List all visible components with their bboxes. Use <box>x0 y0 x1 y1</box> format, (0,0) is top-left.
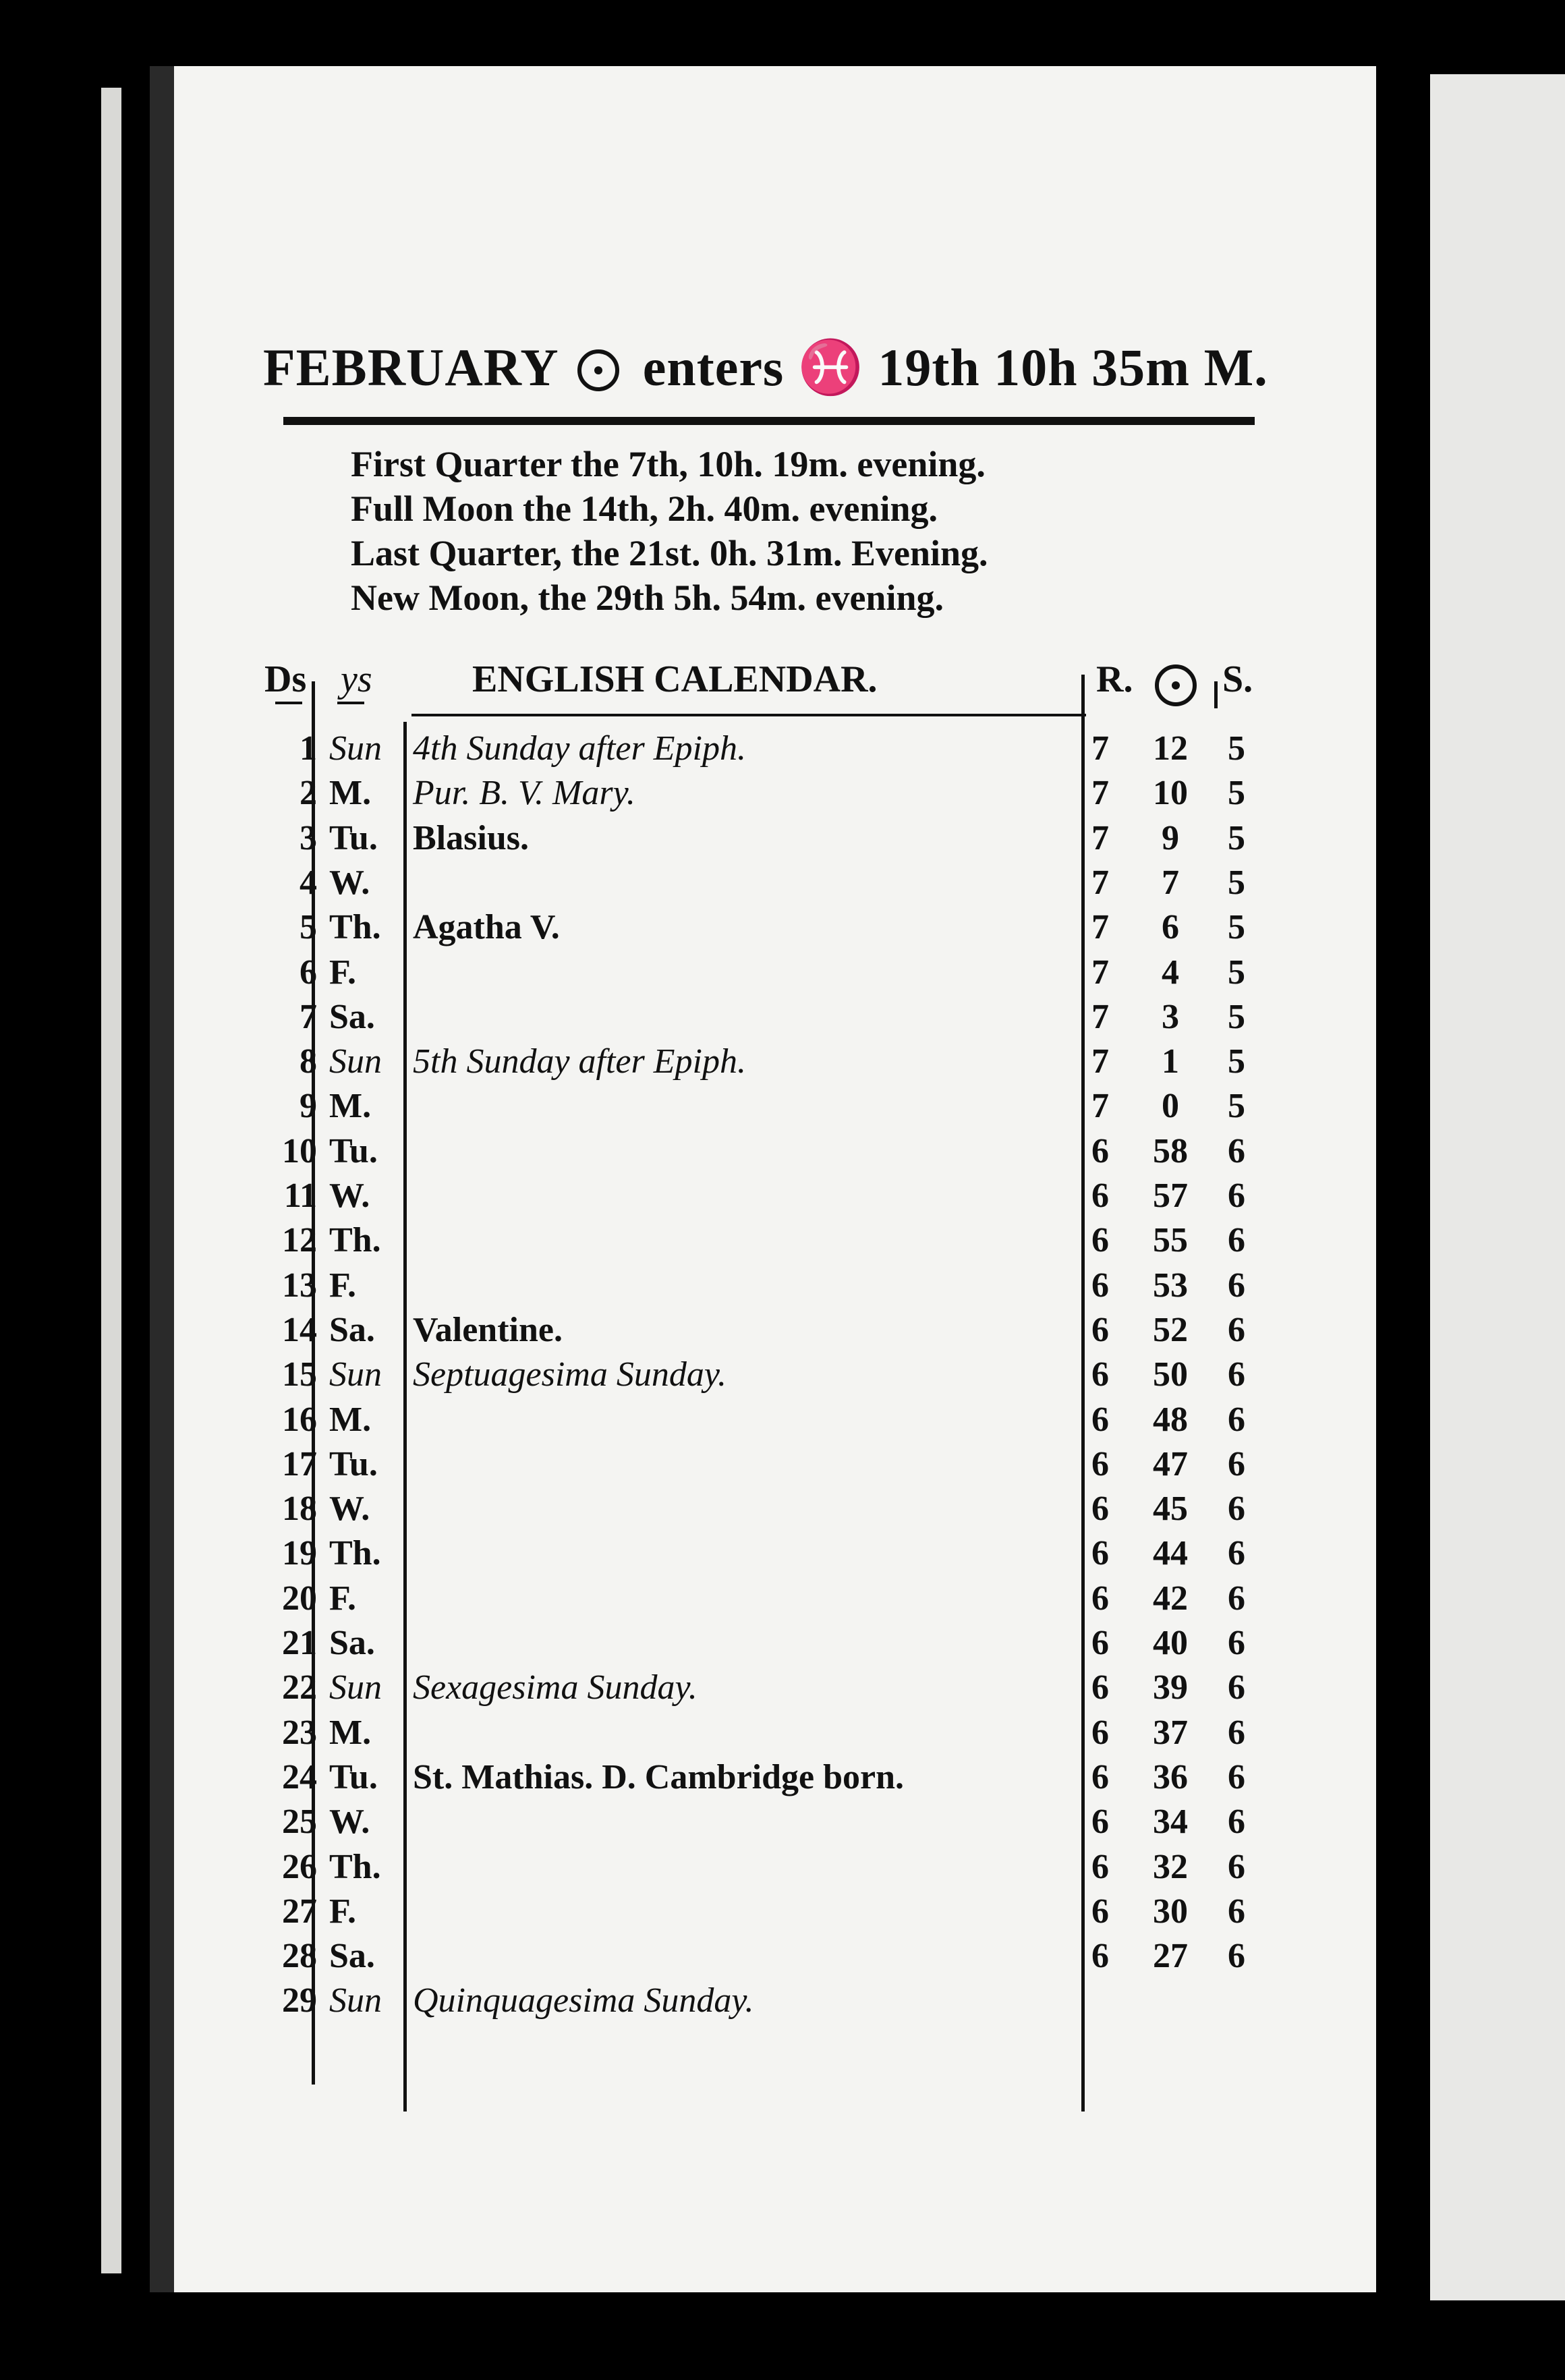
day-number: 11 <box>283 1177 317 1215</box>
table-row <box>256 1042 1268 1086</box>
table-row <box>256 729 1268 773</box>
table-row <box>256 1892 1268 1936</box>
sunset-hour: 6 <box>1228 1937 1245 1976</box>
weekday: F. <box>329 1266 356 1305</box>
sunset-hour: 6 <box>1228 1266 1245 1305</box>
table-row <box>256 1444 1268 1489</box>
sunset-hour: 6 <box>1228 1490 1245 1529</box>
sunrise-hour: 6 <box>1091 1534 1109 1573</box>
table-row <box>256 1757 1268 1802</box>
table-row <box>256 1355 1268 1399</box>
sunrise-minute: 52 <box>1153 1310 1188 1349</box>
weekday: Tu. <box>329 1757 378 1796</box>
event-text: Agatha V. <box>413 908 560 947</box>
table-row <box>256 1266 1268 1310</box>
day-number: 18 <box>282 1490 317 1529</box>
phase-line: Full Moon the 14th, 2h. 40m. evening. <box>351 488 938 529</box>
table-row <box>256 1176 1268 1220</box>
day-number: 13 <box>282 1266 317 1305</box>
sunrise-hour: 6 <box>1091 1937 1109 1976</box>
weekday: Th. <box>329 1847 381 1886</box>
month-name: FEBRUARY <box>263 338 557 397</box>
sunset-hour: 5 <box>1228 863 1245 902</box>
day-number: 19 <box>282 1534 317 1573</box>
table-row <box>256 1981 1268 2025</box>
sunrise-hour: 6 <box>1091 1713 1109 1752</box>
sunrise-minute: 45 <box>1153 1490 1188 1529</box>
sunrise-hour: 7 <box>1091 818 1109 857</box>
sunset-hour: 6 <box>1228 1177 1245 1215</box>
day-number: 2 <box>300 774 317 813</box>
sunset-hour: 5 <box>1228 1042 1245 1081</box>
sunrise-minute: 9 <box>1162 818 1179 857</box>
sunset-hour: 6 <box>1228 1310 1245 1349</box>
sun-icon <box>577 349 619 391</box>
sunset-hour: 6 <box>1228 1713 1245 1752</box>
table-row <box>256 1131 1268 1176</box>
sunrise-minute: 40 <box>1153 1624 1188 1662</box>
day-number: 8 <box>300 1042 317 1081</box>
col-weekday-header: ys <box>341 658 372 700</box>
book-edge <box>101 88 121 2273</box>
sunset-hour: 6 <box>1228 1892 1245 1931</box>
event-text: Quinquagesima Sunday. <box>413 1981 754 2020</box>
sunset-hour: 6 <box>1228 1803 1245 1842</box>
weekday: M. <box>329 1713 372 1752</box>
event-text: 4th Sunday after Epiph. <box>413 729 746 768</box>
weekday: Sun <box>329 1981 382 2020</box>
weekday: F. <box>329 1579 356 1618</box>
weekday: W. <box>329 863 370 902</box>
sunset-hour: 5 <box>1228 953 1245 992</box>
sunrise-hour: 7 <box>1091 729 1109 768</box>
sunset-hour: 6 <box>1228 1355 1245 1394</box>
weekday: Th. <box>329 1221 381 1260</box>
weekday: W. <box>329 1490 370 1529</box>
weekday: Tu. <box>329 1444 378 1483</box>
day-number: 17 <box>282 1444 317 1483</box>
title-underline <box>411 714 1086 716</box>
day-number: 22 <box>282 1668 317 1707</box>
weekday: Sa. <box>329 1310 375 1349</box>
weekday: M. <box>329 1400 372 1439</box>
sunset-hour: 6 <box>1228 1668 1245 1707</box>
sunrise-hour: 6 <box>1091 1400 1109 1439</box>
event-text: Blasius. <box>413 818 529 857</box>
sunrise-hour: 6 <box>1091 1490 1109 1529</box>
sunrise-hour: 6 <box>1091 1221 1109 1260</box>
col-set-header: S. <box>1222 658 1253 700</box>
facing-page <box>1430 74 1565 2300</box>
sunrise-minute: 42 <box>1153 1579 1188 1618</box>
day-number: 28 <box>282 1937 317 1976</box>
phase-line: Last Quarter, the 21st. 0h. 31m. Evening. <box>351 533 988 573</box>
day-number: 3 <box>300 818 317 857</box>
phase-line: First Quarter the 7th, 10h. 19m. evening. <box>351 444 986 484</box>
day-number: 25 <box>282 1803 317 1842</box>
day-number: 4 <box>300 863 317 902</box>
sunset-hour: 5 <box>1228 908 1245 947</box>
column-rule <box>1214 681 1218 708</box>
event-text: St. Mathias. D. Cambridge born. <box>413 1757 905 1796</box>
weekday: Sun <box>329 1042 382 1081</box>
sunset-hour: 6 <box>1228 1847 1245 1886</box>
col-days-header: Ds <box>264 658 307 700</box>
sunrise-hour: 6 <box>1091 1266 1109 1305</box>
sunset-hour: 5 <box>1228 729 1245 768</box>
sunrise-minute: 50 <box>1153 1355 1188 1394</box>
sunrise-minute: 30 <box>1153 1892 1188 1931</box>
day-number: 1 <box>300 729 317 768</box>
sunrise-minute: 10 <box>1153 774 1188 813</box>
weekday: Th. <box>329 908 381 947</box>
table-row <box>256 1713 1268 1757</box>
sunrise-minute: 6 <box>1162 908 1179 947</box>
sunrise-hour: 7 <box>1091 908 1109 947</box>
day-number: 26 <box>282 1847 317 1886</box>
weekday: Th. <box>329 1534 381 1573</box>
weekday: M. <box>329 774 372 813</box>
weekday: Sa. <box>329 1624 375 1662</box>
table-row <box>256 1668 1268 1712</box>
sunrise-hour: 7 <box>1091 953 1109 992</box>
day-number: 14 <box>282 1310 317 1349</box>
table-row <box>256 997 1268 1042</box>
table-row <box>256 907 1268 952</box>
month-heading <box>263 337 1268 399</box>
sunrise-hour: 6 <box>1091 1892 1109 1931</box>
sunset-hour: 5 <box>1228 1087 1245 1126</box>
sunrise-hour: 7 <box>1091 1087 1109 1126</box>
sunset-hour: 5 <box>1228 818 1245 857</box>
table-row <box>256 1579 1268 1623</box>
weekday: Tu. <box>329 1131 378 1170</box>
weekday: F. <box>329 953 356 992</box>
event-text: 5th Sunday after Epiph. <box>413 1042 746 1081</box>
sunrise-minute: 58 <box>1153 1131 1188 1170</box>
sunrise-minute: 48 <box>1153 1400 1188 1439</box>
weekday: W. <box>329 1803 370 1842</box>
sun-icon <box>1155 664 1197 706</box>
sunrise-hour: 6 <box>1091 1310 1109 1349</box>
sunrise-hour: 6 <box>1091 1757 1109 1796</box>
day-number: 7 <box>300 997 317 1036</box>
sunset-hour: 6 <box>1228 1221 1245 1260</box>
sunset-hour: 5 <box>1228 774 1245 813</box>
sunrise-hour: 6 <box>1091 1177 1109 1215</box>
table-row <box>256 1220 1268 1265</box>
sunrise-minute: 27 <box>1153 1937 1188 1976</box>
sunrise-minute: 53 <box>1153 1266 1188 1305</box>
sunrise-minute: 4 <box>1162 953 1179 992</box>
day-number: 9 <box>300 1087 317 1126</box>
table-row <box>256 773 1268 818</box>
table-row <box>256 1310 1268 1355</box>
event-text: Septuagesima Sunday. <box>413 1355 727 1394</box>
sunrise-hour: 6 <box>1091 1131 1109 1170</box>
sunset-hour: 6 <box>1228 1757 1245 1796</box>
sunrise-hour: 7 <box>1091 863 1109 902</box>
day-number: 15 <box>282 1355 317 1394</box>
weekday: Sa. <box>329 1937 375 1976</box>
table-row <box>256 1623 1268 1668</box>
weekday: W. <box>329 1177 370 1215</box>
table-row <box>256 1847 1268 1892</box>
sunrise-minute: 0 <box>1162 1087 1179 1126</box>
heading-rule <box>283 417 1255 425</box>
table-row <box>256 1489 1268 1533</box>
sunrise-minute: 3 <box>1162 997 1179 1036</box>
sunrise-hour: 7 <box>1091 997 1109 1036</box>
day-number: 12 <box>282 1221 317 1260</box>
sunset-hour: 5 <box>1228 997 1245 1036</box>
sunrise-hour: 6 <box>1091 1444 1109 1483</box>
sunrise-minute: 47 <box>1153 1444 1188 1483</box>
sun-enters-text: enters ♓ 19th 10h 35m M. <box>642 338 1268 397</box>
table-row <box>256 1086 1268 1131</box>
event-text: Valentine. <box>413 1310 563 1349</box>
calendar-title: ENGLISH CALENDAR. <box>472 658 878 700</box>
sunrise-minute: 55 <box>1153 1221 1188 1260</box>
weekday: Sa. <box>329 997 375 1036</box>
weekday: Sun <box>329 1668 382 1707</box>
sunrise-hour: 6 <box>1091 1803 1109 1842</box>
day-number: 21 <box>282 1624 317 1662</box>
sunset-hour: 6 <box>1228 1624 1245 1662</box>
sunset-hour: 6 <box>1228 1579 1245 1618</box>
sunrise-hour: 7 <box>1091 1042 1109 1081</box>
table-row <box>256 1533 1268 1578</box>
phase-line: New Moon, the 29th 5h. 54m. evening. <box>351 577 944 618</box>
weekday: Sun <box>329 729 382 768</box>
day-number: 5 <box>300 908 317 947</box>
table-row <box>256 1802 1268 1846</box>
sunrise-minute: 44 <box>1153 1534 1188 1573</box>
sunrise-minute: 7 <box>1162 863 1179 902</box>
sunrise-minute: 37 <box>1153 1713 1188 1752</box>
sunrise-minute: 34 <box>1153 1803 1188 1842</box>
sunrise-hour: 6 <box>1091 1847 1109 1886</box>
table-row <box>256 1936 1268 1981</box>
weekday: Sun <box>329 1355 382 1394</box>
sunset-hour: 6 <box>1228 1444 1245 1483</box>
day-number: 24 <box>282 1757 317 1796</box>
sunrise-hour: 7 <box>1091 774 1109 813</box>
moon-phases <box>351 442 988 620</box>
day-number: 29 <box>282 1981 317 2020</box>
weekday: Tu. <box>329 818 378 857</box>
event-text: Sexagesima Sunday. <box>413 1668 698 1707</box>
sunset-hour: 6 <box>1228 1131 1245 1170</box>
day-number: 23 <box>282 1713 317 1752</box>
weekday: M. <box>329 1087 372 1126</box>
sunset-hour: 6 <box>1228 1534 1245 1573</box>
sunrise-hour: 6 <box>1091 1668 1109 1707</box>
day-number: 10 <box>282 1131 317 1170</box>
table-row <box>256 1400 1268 1444</box>
event-text: Pur. B. V. Mary. <box>413 774 635 813</box>
sunrise-hour: 6 <box>1091 1624 1109 1662</box>
table-row <box>256 863 1268 907</box>
sunrise-minute: 32 <box>1153 1847 1188 1886</box>
sunrise-hour: 6 <box>1091 1579 1109 1618</box>
weekday: F. <box>329 1892 356 1931</box>
table-row <box>256 818 1268 863</box>
table-row <box>256 953 1268 997</box>
sunset-hour: 6 <box>1228 1400 1245 1439</box>
days-underline <box>275 702 302 704</box>
sunrise-minute: 1 <box>1162 1042 1179 1081</box>
sunrise-minute: 57 <box>1153 1177 1188 1215</box>
day-number: 27 <box>282 1892 317 1931</box>
day-number: 6 <box>300 953 317 992</box>
sunrise-minute: 12 <box>1153 729 1188 768</box>
sunrise-minute: 36 <box>1153 1757 1188 1796</box>
weekday-underline <box>337 702 364 704</box>
day-number: 16 <box>282 1400 317 1439</box>
sunrise-hour: 6 <box>1091 1355 1109 1394</box>
day-number: 20 <box>282 1579 317 1618</box>
col-rise-header: R. <box>1096 658 1133 700</box>
sunrise-minute: 39 <box>1153 1668 1188 1707</box>
